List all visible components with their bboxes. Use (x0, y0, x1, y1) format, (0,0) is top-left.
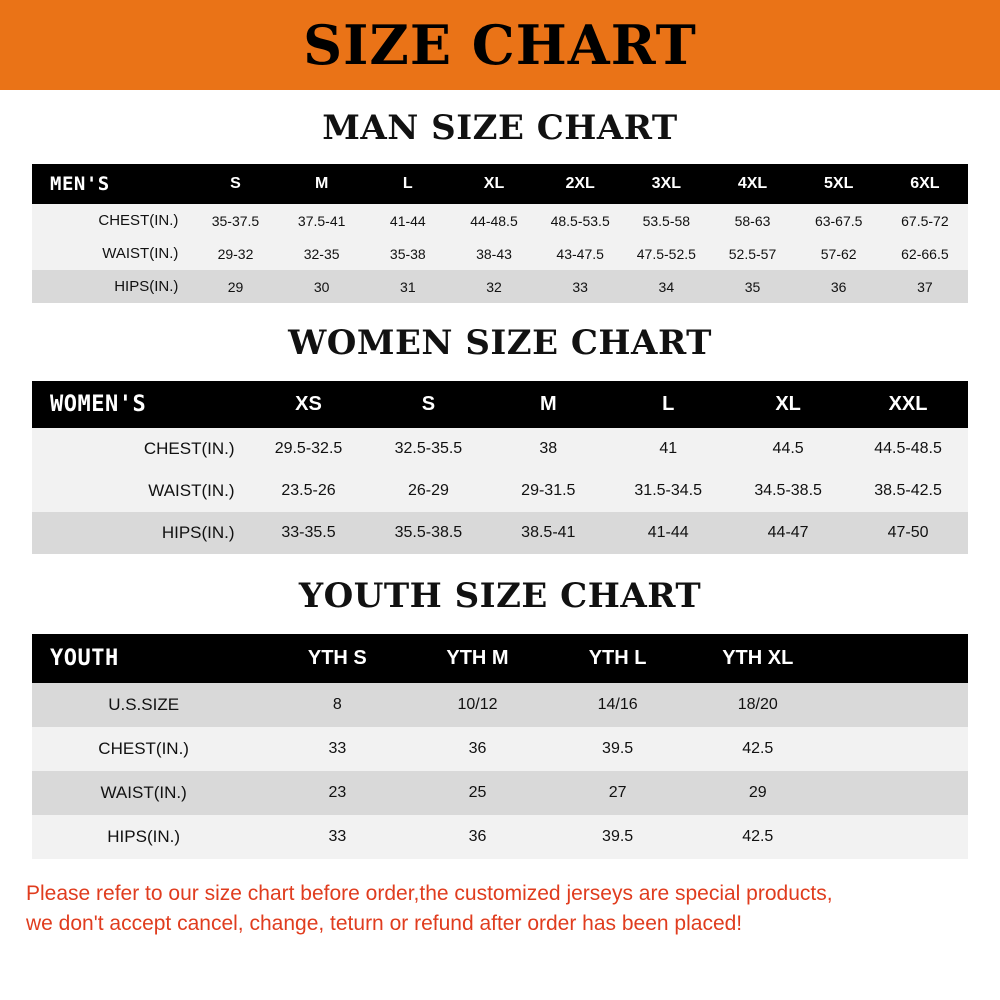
table-cell: 32.5-35.5 (368, 428, 488, 470)
table-cell: 36 (407, 727, 547, 771)
men-header-cell: M (279, 164, 365, 204)
table-cell: 62-66.5 (882, 237, 968, 270)
men-section-title: MAN SIZE CHART (322, 108, 678, 148)
table-cell: 47.5-52.5 (623, 237, 709, 270)
table-row (32, 512, 968, 554)
table-cell: 34.5-38.5 (728, 470, 848, 512)
table-cell: 67.5-72 (882, 204, 968, 237)
youth-section-title: YOUTH SIZE CHART (298, 576, 702, 616)
table-cell: 29 (192, 270, 278, 303)
women-header-label: WOMEN'S (32, 381, 249, 428)
policy-note-line-1: Please refer to our size chart before order,the customized jerseys are special products, (26, 882, 833, 905)
men-header-cell: 6XL (882, 164, 968, 204)
table-cell: 33 (267, 727, 407, 771)
youth-table-head (32, 634, 968, 683)
table-cell: 18/20 (688, 683, 828, 727)
women-header-cell: XXL (848, 381, 968, 428)
table-row (32, 815, 968, 859)
table-cell: 33 (537, 270, 623, 303)
youth-header-cell: YTH S (267, 634, 407, 683)
youth-header-spacer (828, 634, 968, 683)
table-row (32, 204, 968, 237)
table-cell: 52.5-57 (709, 237, 795, 270)
table-cell: 63-67.5 (796, 204, 882, 237)
table-cell: 36 (796, 270, 882, 303)
youth-header-cell: YTH XL (688, 634, 828, 683)
table-cell: 33-35.5 (249, 512, 369, 554)
women-table-head (32, 381, 968, 428)
row-label: WAIST(IN.) (32, 771, 267, 815)
youth-header-cell: YTH M (407, 634, 547, 683)
women-section-title: WOMEN SIZE CHART (288, 323, 712, 363)
table-cell: 31 (365, 270, 451, 303)
women-header-cell: M (488, 381, 608, 428)
policy-note-line-2: we don't accept cancel, change, teturn or refund after order has been placed! (26, 912, 743, 936)
table-cell: 44.5 (728, 428, 848, 470)
table-cell: 42.5 (688, 815, 828, 859)
table-cell: 37 (882, 270, 968, 303)
table-cell-empty (828, 683, 968, 727)
table-cell: 44-47 (728, 512, 848, 554)
table-cell: 14/16 (548, 683, 688, 727)
table-cell: 58-63 (709, 204, 795, 237)
table-cell: 36 (407, 815, 547, 859)
women-header-cell: S (368, 381, 488, 428)
men-table-wrap (0, 164, 1000, 303)
table-cell: 35.5-38.5 (368, 512, 488, 554)
table-cell: 41-44 (608, 512, 728, 554)
men-header-cell: 3XL (623, 164, 709, 204)
table-cell: 38 (488, 428, 608, 470)
table-cell: 25 (407, 771, 547, 815)
table-cell: 38.5-42.5 (848, 470, 968, 512)
table-cell: 43-47.5 (537, 237, 623, 270)
table-cell: 31.5-34.5 (608, 470, 728, 512)
table-cell: 34 (623, 270, 709, 303)
row-label: CHEST(IN.) (32, 727, 267, 771)
youth-table-wrap (0, 634, 1000, 859)
women-table-wrap (0, 381, 1000, 554)
table-cell: 38-43 (451, 237, 537, 270)
women-header-cell: L (608, 381, 728, 428)
table-cell-empty (828, 727, 968, 771)
youth-table-body (32, 683, 968, 859)
men-header-cell: 4XL (709, 164, 795, 204)
table-cell: 33 (267, 815, 407, 859)
table-row (32, 683, 968, 727)
policy-note (0, 879, 1000, 940)
table-cell: 29-31.5 (488, 470, 608, 512)
table-cell: 29-32 (192, 237, 278, 270)
table-cell-empty (828, 815, 968, 859)
row-label: HIPS(IN.) (32, 270, 192, 303)
table-cell: 35-37.5 (192, 204, 278, 237)
youth-header-label: YOUTH (32, 634, 267, 683)
table-cell: 47-50 (848, 512, 968, 554)
table-cell: 41-44 (365, 204, 451, 237)
table-cell-empty (828, 771, 968, 815)
table-cell: 35-38 (365, 237, 451, 270)
table-cell: 32 (451, 270, 537, 303)
header-banner (0, 0, 1000, 90)
table-cell: 39.5 (548, 727, 688, 771)
table-row (32, 771, 968, 815)
men-header-cell: 2XL (537, 164, 623, 204)
table-cell: 48.5-53.5 (537, 204, 623, 237)
table-cell: 39.5 (548, 815, 688, 859)
table-row (32, 270, 968, 303)
men-table-body (32, 204, 968, 303)
table-header-row (32, 634, 968, 683)
table-cell: 57-62 (796, 237, 882, 270)
table-cell: 44-48.5 (451, 204, 537, 237)
men-header-cell: L (365, 164, 451, 204)
table-row (32, 237, 968, 270)
table-cell: 23.5-26 (249, 470, 369, 512)
table-row (32, 428, 968, 470)
women-header-cell: XL (728, 381, 848, 428)
men-header-cell: XL (451, 164, 537, 204)
men-header-label: MEN'S (32, 164, 192, 204)
table-cell: 32-35 (279, 237, 365, 270)
table-cell: 27 (548, 771, 688, 815)
table-cell: 30 (279, 270, 365, 303)
men-size-table (32, 164, 968, 303)
table-cell: 29.5-32.5 (249, 428, 369, 470)
men-header-cell: S (192, 164, 278, 204)
row-label: U.S.SIZE (32, 683, 267, 727)
table-cell: 23 (267, 771, 407, 815)
table-row (32, 727, 968, 771)
table-row (32, 470, 968, 512)
men-table-head (32, 164, 968, 204)
table-cell: 41 (608, 428, 728, 470)
table-header-row (32, 381, 968, 428)
row-label: WAIST(IN.) (32, 470, 249, 512)
women-header-cell: XS (249, 381, 369, 428)
table-cell: 42.5 (688, 727, 828, 771)
row-label: CHEST(IN.) (32, 428, 249, 470)
men-header-cell: 5XL (796, 164, 882, 204)
row-label: WAIST(IN.) (32, 237, 192, 270)
youth-header-cell: YTH L (548, 634, 688, 683)
women-table-body (32, 428, 968, 554)
women-size-table (32, 381, 968, 554)
row-label: HIPS(IN.) (32, 815, 267, 859)
page-title: SIZE CHART (303, 13, 697, 77)
table-header-row (32, 164, 968, 204)
table-cell: 53.5-58 (623, 204, 709, 237)
table-cell: 44.5-48.5 (848, 428, 968, 470)
table-cell: 38.5-41 (488, 512, 608, 554)
table-cell: 37.5-41 (279, 204, 365, 237)
youth-size-table (32, 634, 968, 859)
table-cell: 8 (267, 683, 407, 727)
row-label: CHEST(IN.) (32, 204, 192, 237)
table-cell: 10/12 (407, 683, 547, 727)
table-cell: 29 (688, 771, 828, 815)
table-cell: 35 (709, 270, 795, 303)
table-cell: 26-29 (368, 470, 488, 512)
row-label: HIPS(IN.) (32, 512, 249, 554)
